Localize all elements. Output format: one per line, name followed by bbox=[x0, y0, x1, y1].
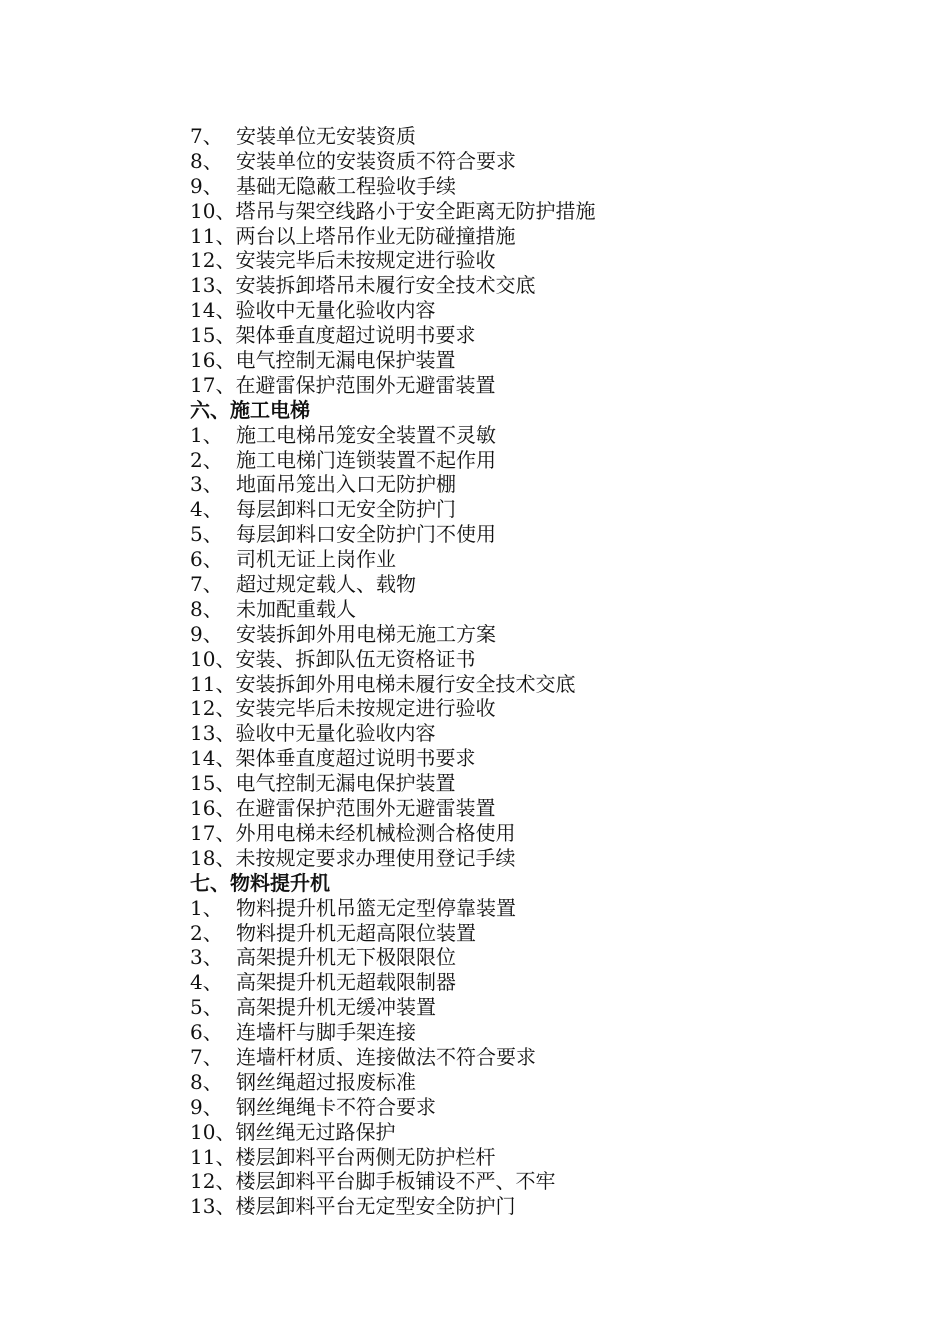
item-text: 在避雷保护范围外无避雷装置 bbox=[235, 796, 496, 821]
item-number: 14、 bbox=[190, 746, 236, 771]
list-item bbox=[190, 746, 890, 771]
item-number: 9、 bbox=[190, 621, 223, 646]
list-item bbox=[190, 945, 890, 970]
item-text: 未按规定要求办理使用登记手续 bbox=[235, 845, 516, 870]
item-number: 1、 bbox=[190, 422, 223, 447]
item-number: 3、 bbox=[190, 945, 223, 970]
item-text: 钢丝绳超过报废标准 bbox=[236, 1069, 416, 1094]
list-item bbox=[190, 821, 890, 846]
item-text: 安装、拆卸队伍无资格证书 bbox=[235, 646, 476, 671]
list-item bbox=[190, 1045, 890, 1070]
item-number: 10、 bbox=[190, 1119, 236, 1144]
list-item bbox=[190, 174, 890, 199]
list-item bbox=[190, 497, 890, 522]
item-number: 13、 bbox=[190, 721, 236, 746]
item-text: 钢丝绳绳卡不符合要求 bbox=[236, 1094, 436, 1119]
item-text: 架体垂直度超过说明书要求 bbox=[235, 746, 476, 771]
list-item bbox=[190, 224, 890, 249]
item-text: 物料提升机无超高限位装置 bbox=[236, 920, 476, 945]
list-item bbox=[190, 647, 890, 672]
list-item bbox=[190, 921, 890, 946]
item-number: 12、 bbox=[190, 248, 236, 273]
item-text: 架体垂直度超过说明书要求 bbox=[235, 323, 476, 348]
item-number: 11、 bbox=[190, 671, 236, 696]
item-number: 16、 bbox=[190, 796, 236, 821]
item-number: 11、 bbox=[190, 223, 236, 248]
item-text: 电气控制无漏电保护装置 bbox=[235, 348, 456, 373]
list-item bbox=[190, 522, 890, 547]
document-body bbox=[190, 124, 890, 1219]
item-text: 安装单位无安装资质 bbox=[236, 124, 416, 148]
list-item bbox=[190, 472, 890, 497]
item-number: 17、 bbox=[190, 372, 236, 397]
item-number: 10、 bbox=[190, 646, 236, 671]
item-number: 18、 bbox=[190, 845, 236, 870]
list-item bbox=[190, 373, 890, 398]
item-text: 物料提升机吊篮无定型停靠装置 bbox=[236, 895, 516, 920]
list-item bbox=[190, 796, 890, 821]
item-number: 10、 bbox=[190, 198, 236, 223]
item-number: 16、 bbox=[190, 348, 236, 373]
item-number: 17、 bbox=[190, 820, 236, 845]
section-heading: 七、物料提升机 bbox=[190, 870, 330, 895]
item-text: 未加配重载人 bbox=[236, 596, 356, 621]
item-number: 15、 bbox=[190, 323, 236, 348]
list-item bbox=[190, 1070, 890, 1095]
item-text: 基础无隐蔽工程验收手续 bbox=[236, 173, 456, 198]
item-text: 安装完毕后未按规定进行验收 bbox=[235, 696, 496, 721]
item-number: 9、 bbox=[190, 1094, 223, 1119]
item-text: 楼层卸料平台脚手板铺设不严、不牢 bbox=[235, 1169, 556, 1194]
item-number: 3、 bbox=[190, 472, 223, 497]
item-number: 5、 bbox=[190, 995, 223, 1020]
item-number: 6、 bbox=[190, 547, 223, 572]
list-item bbox=[190, 846, 890, 871]
list-item bbox=[190, 771, 890, 796]
item-number: 5、 bbox=[190, 522, 223, 547]
item-text: 每层卸料口无安全防护门 bbox=[236, 497, 456, 522]
item-number: 8、 bbox=[190, 148, 223, 173]
item-text: 楼层卸料平台无定型安全防护门 bbox=[235, 1194, 516, 1219]
list-item bbox=[190, 572, 890, 597]
list-item bbox=[190, 448, 890, 473]
list-item bbox=[190, 1194, 890, 1219]
item-text: 连墙杆与脚手架连接 bbox=[236, 1020, 416, 1045]
list-item bbox=[190, 995, 890, 1020]
item-text: 安装拆卸塔吊未履行安全技术交底 bbox=[235, 273, 536, 298]
item-text: 施工电梯吊笼安全装置不灵敏 bbox=[236, 422, 496, 447]
list-item bbox=[190, 273, 890, 298]
item-text: 施工电梯门连锁装置不起作用 bbox=[236, 447, 496, 472]
list-item bbox=[190, 1095, 890, 1120]
item-text: 塔吊与架空线路小于安全距离无防护措施 bbox=[235, 198, 596, 223]
item-number: 14、 bbox=[190, 298, 236, 323]
item-text: 安装单位的安装资质不符合要求 bbox=[236, 148, 516, 173]
item-text: 高架提升机无下极限限位 bbox=[236, 945, 456, 970]
item-number: 12、 bbox=[190, 696, 236, 721]
list-item bbox=[190, 970, 890, 995]
item-text: 安装拆卸外用电梯无施工方案 bbox=[236, 621, 496, 646]
list-item bbox=[190, 597, 890, 622]
list-item bbox=[190, 124, 890, 149]
item-number: 9、 bbox=[190, 173, 223, 198]
item-number: 1、 bbox=[190, 895, 223, 920]
list-item bbox=[190, 896, 890, 921]
item-number: 7、 bbox=[190, 572, 223, 597]
section-heading: 六、施工电梯 bbox=[190, 397, 310, 422]
item-text: 两台以上塔吊作业无防碰撞措施 bbox=[235, 223, 516, 248]
item-text: 超过规定载人、载物 bbox=[236, 572, 416, 597]
item-number: 8、 bbox=[190, 1069, 223, 1094]
item-text: 高架提升机无超载限制器 bbox=[236, 970, 456, 995]
item-text: 楼层卸料平台两侧无防护栏杆 bbox=[235, 1144, 496, 1169]
item-text: 电气控制无漏电保护装置 bbox=[235, 771, 456, 796]
list-item bbox=[190, 323, 890, 348]
item-number: 2、 bbox=[190, 920, 223, 945]
list-item bbox=[190, 1145, 890, 1170]
item-number: 13、 bbox=[190, 1194, 236, 1219]
item-text: 司机无证上岗作业 bbox=[236, 547, 396, 572]
item-text: 在避雷保护范围外无避雷装置 bbox=[235, 372, 496, 397]
list-item bbox=[190, 1120, 890, 1145]
list-item bbox=[190, 1020, 890, 1045]
item-text: 外用电梯未经机械检测合格使用 bbox=[235, 820, 516, 845]
item-text: 地面吊笼出入口无防护棚 bbox=[236, 472, 456, 497]
item-text: 高架提升机无缓冲装置 bbox=[236, 995, 436, 1020]
item-number: 12、 bbox=[190, 1169, 236, 1194]
item-text: 钢丝绳无过路保护 bbox=[235, 1119, 396, 1144]
item-number: 8、 bbox=[190, 596, 223, 621]
item-number: 7、 bbox=[190, 124, 223, 148]
item-number: 4、 bbox=[190, 497, 223, 522]
item-number: 11、 bbox=[190, 1144, 236, 1169]
list-item bbox=[190, 547, 890, 572]
item-text: 验收中无量化验收内容 bbox=[235, 298, 436, 323]
item-text: 连墙杆材质、连接做法不符合要求 bbox=[236, 1044, 536, 1069]
list-item bbox=[190, 696, 890, 721]
item-number: 15、 bbox=[190, 771, 236, 796]
item-number: 2、 bbox=[190, 447, 223, 472]
item-number: 7、 bbox=[190, 1044, 223, 1069]
list-item bbox=[190, 672, 890, 697]
list-item bbox=[190, 1169, 890, 1194]
item-text: 安装完毕后未按规定进行验收 bbox=[235, 248, 496, 273]
list-item bbox=[190, 149, 890, 174]
item-number: 4、 bbox=[190, 970, 223, 995]
item-text: 每层卸料口安全防护门不使用 bbox=[236, 522, 496, 547]
list-item bbox=[190, 721, 890, 746]
item-text: 安装拆卸外用电梯未履行安全技术交底 bbox=[235, 671, 576, 696]
list-item bbox=[190, 423, 890, 448]
item-number: 13、 bbox=[190, 273, 236, 298]
item-text: 验收中无量化验收内容 bbox=[235, 721, 436, 746]
list-item bbox=[190, 199, 890, 224]
list-item bbox=[190, 348, 890, 373]
list-item bbox=[190, 248, 890, 273]
list-item bbox=[190, 622, 890, 647]
item-number: 6、 bbox=[190, 1020, 223, 1045]
list-item bbox=[190, 298, 890, 323]
